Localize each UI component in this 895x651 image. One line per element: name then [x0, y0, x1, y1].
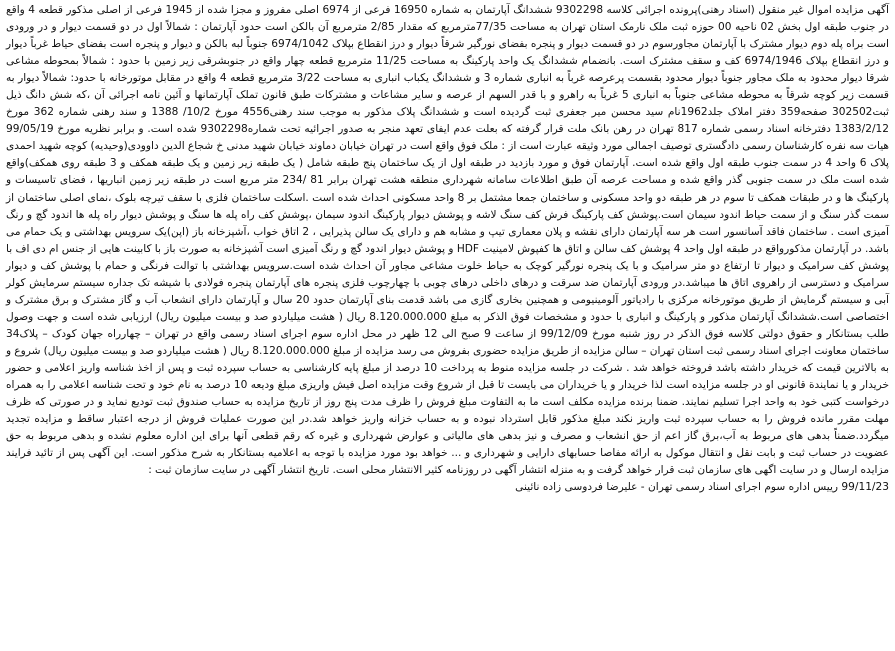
notice-body: آگهی مزایده اموال غیر منقول (اسناد رهنی)پرونده اجرائی کلاسه 9302298 ششدانگ آپارتمان به شماره 16950 فرعی از 6974 اصلی مفروز و مجزا شده از 1945 فرعی از اصلی مذکور قطعه 4 واقع در جنوب طبقه اول بخش 02 ناحیه 00 حوزه ثبت ملک نارمک استان تهران به مساحت 77/35مترمربع که مقدار 2/85 مترمربع آن بالکن است حدود آپارتمان : شمالاً اول در دو قسمت دیوار و در ورودی است براه پله دوم دیوار مشترک با آپارتمان مجاورسوم در دو قسمت دیوار و پنجره بفضای نورگیر شرقاً دیوار و درز انقطاع بپلاک 6974/1042 جنوباً لبه بالکن و دیوار و پنجره است بفضای حیاط غرباً دیوار و درز انقطاع بپلاک 6974/1946 کف و سقف مشترک است. بانضمام ششدانگ یک واحد پارکینگ به مساحت 11/25 مترمربع قطعه چهار واقع در جنوبشرقی زیر زمین با حدود : شمالاً بمحوطه مشاعی شرقا دیوار محدود به ملک مجاور جنوباً دیوار محدود بقسمت پرعرصه غرباً به انباری شماره 3 و ششدانگ یکباب انباری به مساحت 3/22 مترمربع قطعه 4 واقع در مقابل موتورخانه با حدود: شمالاً دیوار به قسمت زیر کوچه شرقاً به محوطه مشاعی جنوباً به انباری 5 غرباً به راهرو و با قدر السهم از عرصه و سایر مشاعات و مشترکات طبق قانون تملک آپارتمانها و آئین نامه اجرائی آن ،که شش دانگ ذیل ثبت302502 صفحه359 دفتر املاک جلد1962نام سید محسن میر جعفری ثبت گردیده است و ششدانگ پلاک مذکور به موجب سند رهنی4556 مورخ 10/2/ 1388 و سند رهنی شماره 362 مورخ 1383/2/12 دفترخانه اسناد رسمی شماره 817 تهران در رهن بانک ملت قرار گرفته که بعلت عدم ایفای تعهد منجر به صدور اجرائیه تحت شماره9302298 شده است. و برابر نظریه مورخ 99/05/19 هیات سه نفره کارشناسان رسمی دادگستری توصیف اجمالی مورد وثیقه عبارت است از : ملک فوق واقع است در تهران خیابان دماوند خیابان شهید مدنی خ شجاع الدین داوودی(وحیدیه) کوچه شهید احمدی پلاک 6 واحد 4 در سمت جنوب طبقه اول واقع شده است. آپارتمان فوق و مورد بازدید در طبقه اول از یک ساختمان پنج طبقه شامل ( یک طبقه زیر زمین و یک طبقه همکف و 3 طبقه روی همکف)واقع شده است ملک در سمت جنوبی گذر واقع شده و مساحت عرصه آن طبق اطلاعات سامانه شهرداری منطقه هشت تهران برابر 81 /234 متر مربع است در طبقه زیر زمین انباریها ، فضای تاسیسات و پارکینگ ها و در طبقات همکف تا سوم در هر طبقه دو واحد مسکونی و ساختمان جمعا مشتمل بر 8 واحد مسکونی احداث شده است .اسکلت ساختمان فلزی با سقف تیرچه بلوک ،نمای اصلی ساختمان از سمت گذر سنگ و از سمت حیاط اندود سیمان است.پوشش کف پارکینگ فرش کف سنگ لاشه و پوشش دیوار پارکینگ اندود سیمان ،پوشش کف راه پله ها سنگ و پوشش دیوار راه پله ها اندود گچ و رنگ آمیزی است . ساختمان فاقد آسانسور است هر سه آپارتمان دارای نقشه و پلان معماری تیپ و مشابه هم و دارای یک سالن پذیرایی ، 2 اتاق خواب ،آشپزخانه باز (اپن)یک سرویس بهداشتی و یک حمام می باشد. در آپارتمان مذکورواقع در طبقه اول واحد 4 پوشش کف سالن و اتاق ها کفپوش لامینیت HDF و پوشش دیوار اندود گچ و رنگ آمیزی است آشپزخانه به صورت باز با کابینت هایی از جنس ام دی اف با پوشش کف سرامیک و دیوار تا ارتفاع دو متر سرامیک و با یک پنجره نورگیر کوچک به حیاط خلوت مشاعی مجاور آن احداث شده است.سرویس بهداشتی با توالت فرنگی و حمام با پوشش کف و دیوار سرامیک و دسترسی از راهروی اتاق ها میباشد.در ورودی آپارتمان ضد سرقت و درهای داخلی درهای چوبی با چهارچوب فلزی پنجره های آپارتمان پنجره فولادی با شیشه تک جداره سیستم سرمایش کولر آبی و سیستم گرمایش از طریق موتورخانه مرکزی با رادیاتور آلومینیومی و همچنین بخاری گازی می باشد قدمت بنای آپارتمان حدود 20 سال و آپارتمان دارای انشعاب آب و گاز مشترک و برق مشترک و اختصاصی است.ششدانگ آپارتمان مذکور و پارکینگ و انباری با حدود و مشخصات فوق الذکر به مبلغ 8.120.000.000 ریال ( هشت میلیاردو صد و بیست میلیون ریال) ارزیابی شده است و جهت وصول طلب بستانکار و حقوق دولتی کلاسه فوق الذکر در روز شنبه مورخ 99/12/09 از ساعت 9 صبح الی 12 ظهر در محل اداره سوم اجرای اسناد رسمی واقع در تهران – چهارراه جهان کودک – پلاک34 ساختمان معاونت اجرای اسناد رسمی ثبت استان تهران – سالن مزایده از طریق مزایده حضوری بفروش می رسد مزایده از مبلغ 8.120.000.000 ریال ( هشت میلیاردو صد و بیست میلیون ریال) شروع و به بالاترین قیمت که خریدار داشته باشد فروخته خواهد شد . شرکت در جلسه مزایده منوط به پرداخت 10 درصد از مبلغ پایه کارشناسی به حساب سپرده ثبت و پس از اخذ شناسه واریز اعلامی و حضور خریدار و یا نمایندة قانونی او در جلسه مزایده است لذا خریدار و یا خریداران می بایست تا قبل از شروع وقت مزایده اصل فیش واریزی مبلغ ودیعه 10 درصد به نام خود و تحت شناسه اعلامی را به همراه درخواست کتبی خود به واحد اجرا تسلیم نمایند. ضمنا برنده مزایده مکلف است ما به التفاوت مبلغ فروش را ظرف مدت پنج روز از تاریخ مزایده به حساب صندوق ثبت تودیع نماید و در صورتی که ظرف مهلت مقرر مانده فروش را به حساب سپرده ثبت واریز نکند مبلغ مذکور قابل استرداد نبوده و به حساب خزانه واریز خواهد شد.در این صورت عملیات فروش از درجه اعتبار ساقط و مزایده تجدید میگردد.ضمناً بدهی های مربوط به آب،برق گاز اعم از حق انشعاب و مصرف و نیز بدهی های مالیاتی و عوارض شهرداری و غیره که رقم قطعی آنها برای این اداره معلوم نشده و بدهی مربوط به حق عضویت در حساب ثبت و بابت نقل و انتقال موکول به ارائه مفاصا حسابهای دارایی و شهرداری و ... خواهد بود مورد مزایده با توجه به اعلامیه بستانکار به شرح مذکور است. این آگهی پس از تائید فرایند مزایده ارسال و در سایت اگهی های سازمان ثبت قرار خواهد گرفت و به منزله انتشار آگهی در روزنامه کثیر الانتشار محلی است. تاریخ انتشار آگهی در سایت سازمان ثبت : [6, 4, 890, 477]
auction-notice-text [6, 2, 889, 479]
notice-date-signature: 99/11/23 رییس اداره سوم اجرای اسناد رسمی تهران - علیرضا فردوسی زاده نائینی [515, 481, 889, 494]
